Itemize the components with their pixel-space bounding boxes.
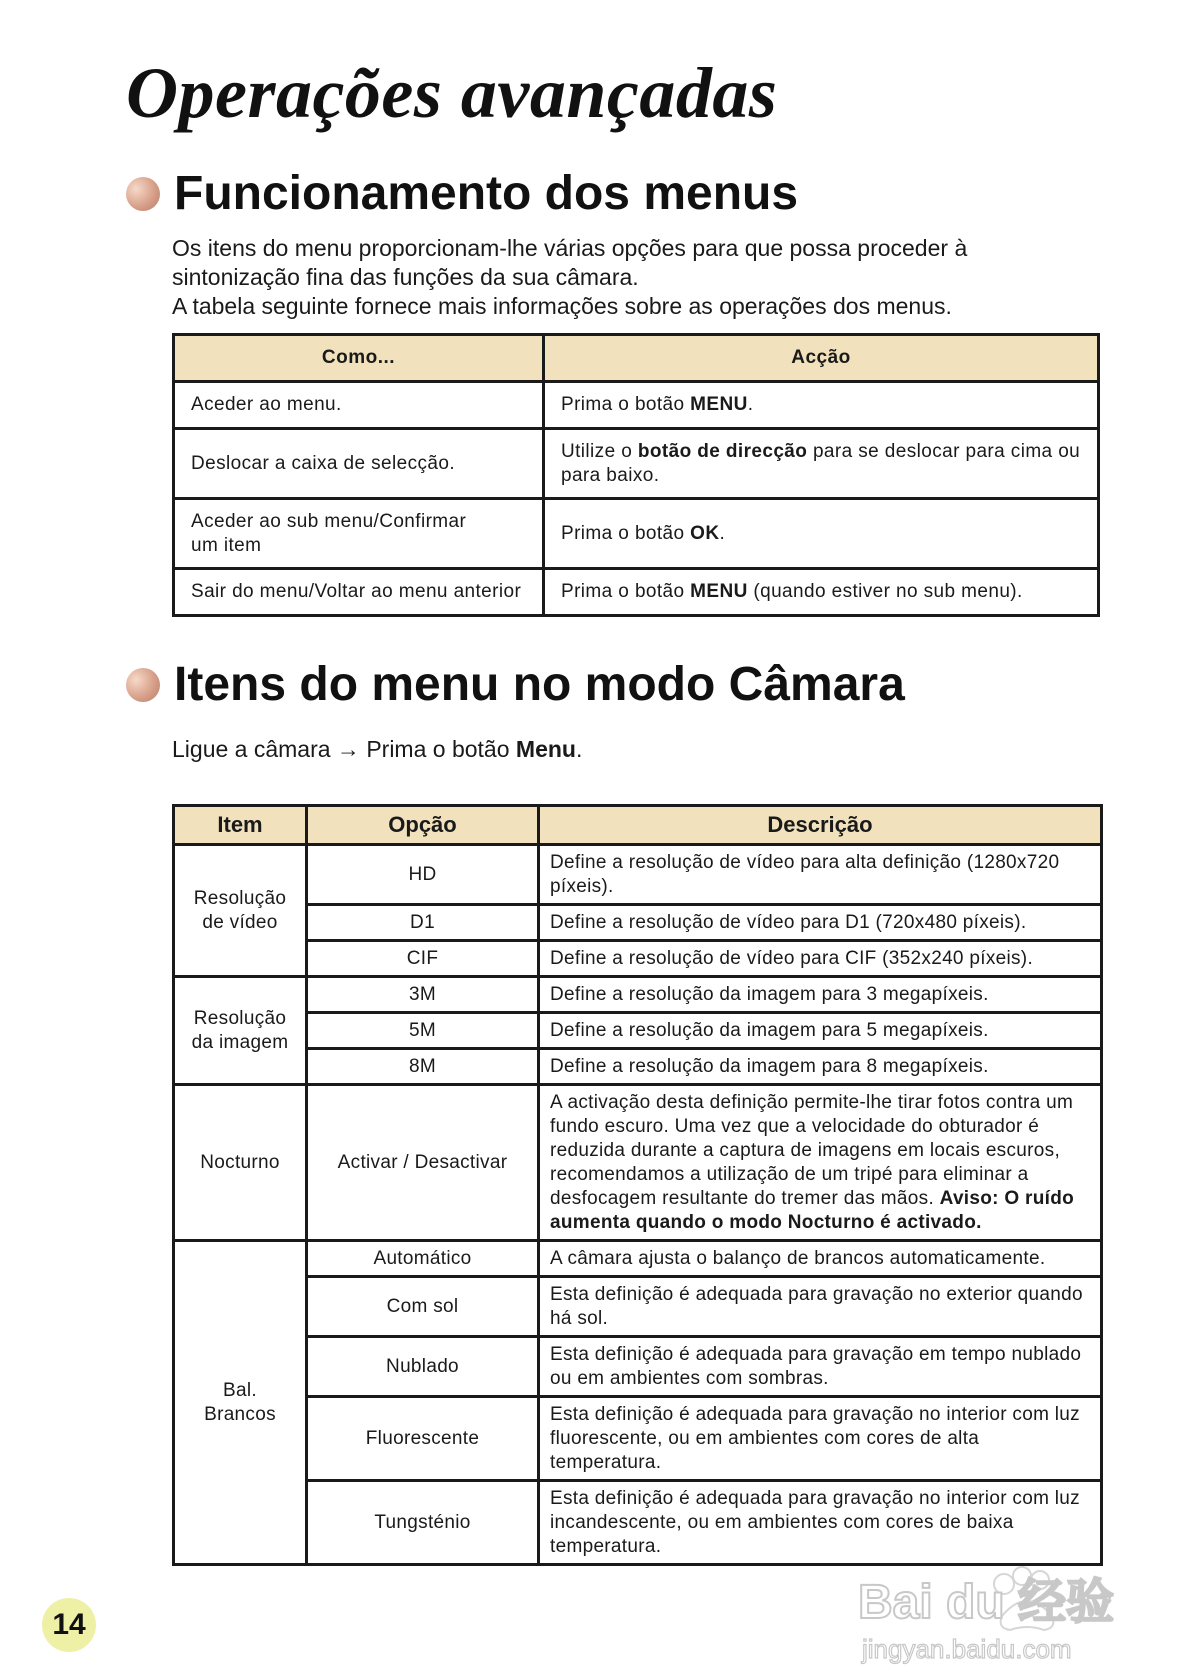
cell-how: Sair do menu/Voltar ao menu anterior [174,569,544,616]
description-cell: Esta definição é adequada para gravação no exterior quando há sol. [539,1277,1102,1337]
item-image-resolution: Resolução da imagem [174,977,307,1085]
page-number-badge: 14 [42,1598,96,1652]
header-description: Descrição [539,806,1102,845]
description-cell: Define a resolução de vídeo para alta definição (1280x720 píxeis). [539,845,1102,905]
description-cell: Esta definição é adequada para gravação no interior com luz fluorescente, ou em ambientes com cores de alta temperatura. [539,1397,1102,1481]
item-white-balance: Bal. Brancos [174,1241,307,1565]
table-header-row [174,806,1102,845]
circle-bullet-icon [126,177,160,211]
description-cell: Define a resolução de vídeo para D1 (720x480 píxeis). [539,905,1102,941]
option-cell: Tungsténio [307,1481,539,1565]
camera-menu-table [172,804,1103,1566]
table-row [174,429,1099,499]
menu-operations-table [172,333,1100,617]
option-cell: Activar / Desactivar [307,1085,539,1241]
description-cell: Define a resolução de vídeo para CIF (352x240 píxeis). [539,941,1102,977]
option-cell: D1 [307,905,539,941]
option-cell: CIF [307,941,539,977]
table-row [174,905,1102,941]
table-row [174,977,1102,1013]
circle-bullet-icon [126,668,160,702]
intro-line: Os itens do menu proporcionam-lhe várias opções para que possa proceder à [172,235,968,261]
item-night: Nocturno [174,1085,307,1241]
cell-action: Utilize o botão de direcção para se deslocar para cima ou para baixo. [544,429,1099,499]
section-camera-heading [126,657,905,712]
description-cell: Define a resolução da imagem para 8 megapíxeis. [539,1049,1102,1085]
option-cell: Nublado [307,1337,539,1397]
description-cell: A câmara ajusta o balanço de brancos automaticamente. [539,1241,1102,1277]
table-row [174,1085,1102,1241]
bold-key: MENU [690,581,748,602]
description-cell: Esta definição é adequada para gravação em tempo nublado ou em ambientes com sombras. [539,1337,1102,1397]
cell-how: Deslocar a caixa de selecção. [174,429,544,499]
table-row [174,569,1099,616]
intro-line: A tabela seguinte fornece mais informações sobre as operações dos menus. [172,293,952,319]
watermark-brand: Bai du 经验 [858,1576,1115,1629]
section-title-camera: Itens do menu no modo Câmara [174,658,905,711]
instruction-line: Ligue a câmara → Prima o botão Menu. [172,736,583,762]
option-cell: HD [307,845,539,905]
bold-key: OK [690,522,720,544]
cell-action: Prima o botão MENU. [544,382,1099,429]
cell-action: Prima o botão MENU (quando estiver no sub menu). [544,569,1099,616]
table-row [174,499,1099,569]
description-cell: Define a resolução da imagem para 5 megapíxeis. [539,1013,1102,1049]
warning-text: Aviso: O ruído aumenta quando o modo Nocturno é activado. [550,1187,1075,1233]
watermark-url: jingyan.baidu.com [862,1634,1072,1664]
bold-key: MENU [690,394,748,415]
intro-paragraph [172,234,1092,321]
table-row [174,1013,1102,1049]
table-row [174,1397,1102,1481]
header-action: Acção [544,335,1099,382]
item-video-resolution: Resolução de vídeo [174,845,307,977]
description-cell: Esta definição é adequada para gravação no interior com luz incandescente, ou em ambientes com cores de baixa temperatura. [539,1481,1102,1565]
header-option: Opção [307,806,539,845]
table-row [174,1337,1102,1397]
option-cell: Com sol [307,1277,539,1337]
option-cell: Automático [307,1241,539,1277]
section-title-menus: Funcionamento dos menus [174,167,799,220]
option-cell: 5M [307,1013,539,1049]
menu-key-bold: Menu [515,736,576,762]
table-row [174,941,1102,977]
bold-key: botão de direcção [637,440,808,462]
option-cell: 3M [307,977,539,1013]
table-row [174,1277,1102,1337]
baidu-watermark-logo [852,1546,1132,1666]
cell-action: Prima o botão OK. [544,499,1099,569]
table-row [174,845,1102,905]
header-how: Como... [174,335,544,382]
option-cell: Fluorescente [307,1397,539,1481]
table-header-row [174,335,1099,382]
section-menus-heading [126,166,798,221]
cell-how: Aceder ao sub menu/Confirmar um item [174,499,544,569]
header-item: Item [174,806,307,845]
description-cell: Define a resolução da imagem para 3 megapíxeis. [539,977,1102,1013]
table-row [174,382,1099,429]
table-row [174,1049,1102,1085]
description-cell: A activação desta definição permite-lhe tirar fotos contra um fundo escuro. Uma vez que a velocidade do obturador é reduzida durante a captura de imagens em locais escuros, recomendamos a utilização de um tripé para eliminar a desfocagem resultante do tremer das mãos. Aviso: O ruído aumenta quando o modo Nocturno é activado. [539,1085,1102,1241]
page-title: Operações avançadas [126,53,778,133]
intro-line: sintonização fina das funções da sua câmara. [172,264,639,290]
cell-how: Aceder ao menu. [174,382,544,429]
table-row [174,1241,1102,1277]
option-cell: 8M [307,1049,539,1085]
